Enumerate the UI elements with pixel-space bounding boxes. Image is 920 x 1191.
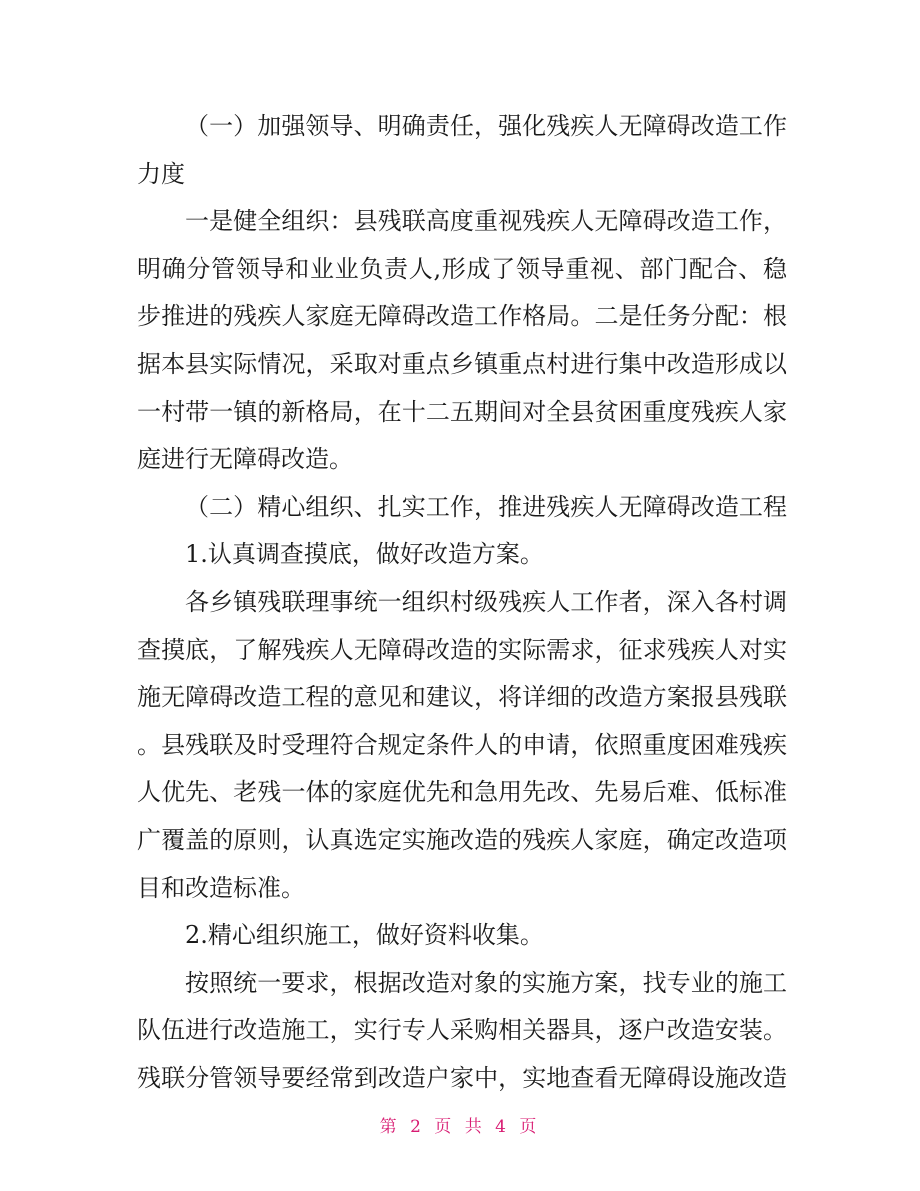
section-heading-1-cont: 力度 — [137, 159, 185, 188]
document-body — [137, 103, 787, 1102]
paragraph-line: 广覆盖的原则，认真选定实施改造的残疾人家庭，确定改造项 — [137, 825, 787, 854]
subheading-2: 2.精心组织施工，做好资料收集。 — [185, 921, 544, 950]
paragraph-line: 庭进行无障碍改造。 — [137, 445, 353, 474]
section-heading-2: （二）精心组织、扎实工作，推进残疾人无障碍改造工程 — [185, 492, 787, 521]
paragraph-line: 人优先、老残一体的家庭优先和急用先改、先易后难、低标准 — [137, 778, 787, 807]
paragraph-line: 各乡镇残联理事统一组织村级残疾人工作者，深入各村调 — [185, 587, 787, 616]
paragraph-line: 明确分管领导和业业负责人,形成了领导重视、部门配合、稳 — [137, 254, 787, 283]
paragraph-line: 目和改造标准。 — [137, 873, 305, 902]
paragraph-line: 一村带一镇的新格局，在十二五期间对全县贫困重度残疾人家 — [137, 397, 787, 426]
section-heading-1: （一）加强领导、明确责任，强化残疾人无障碍改造工作 — [185, 112, 787, 140]
page-footer — [0, 1112, 920, 1137]
subheading-1: 1.认真调查摸底，做好改造方案。 — [185, 540, 544, 569]
paragraph-line: 步推进的残疾人家庭无障碍改造工作格局。二是任务分配：根 — [137, 302, 787, 331]
paragraph-line: 查摸底，了解残疾人无障碍改造的实际需求，征求残疾人对实 — [137, 635, 787, 664]
page-number-label: 第 2 页 共 4 页 — [379, 1117, 541, 1137]
paragraph-line: 按照统一要求，根据改造对象的实施方案，找专业的施工 — [185, 968, 787, 997]
paragraph-line: 一是健全组织：县残联高度重视残疾人无障碍改造工作， — [185, 207, 787, 236]
paragraph-line: 队伍进行改造施工，实行专人采购相关器具，逐户改造安装。 — [137, 1016, 787, 1045]
paragraph-line: 据本县实际情况，采取对重点乡镇重点村进行集中改造形成以 — [137, 349, 787, 378]
paragraph-line: 施无障碍改造工程的意见和建议，将详细的改造方案报县残联 — [137, 683, 787, 712]
paragraph-line: 。县残联及时受理符合规定条件人的申请，依照重度困难残疾 — [137, 730, 787, 759]
paragraph-line: 残联分管领导要经常到改造户家中，实地查看无障碍设施改造 — [137, 1063, 787, 1092]
